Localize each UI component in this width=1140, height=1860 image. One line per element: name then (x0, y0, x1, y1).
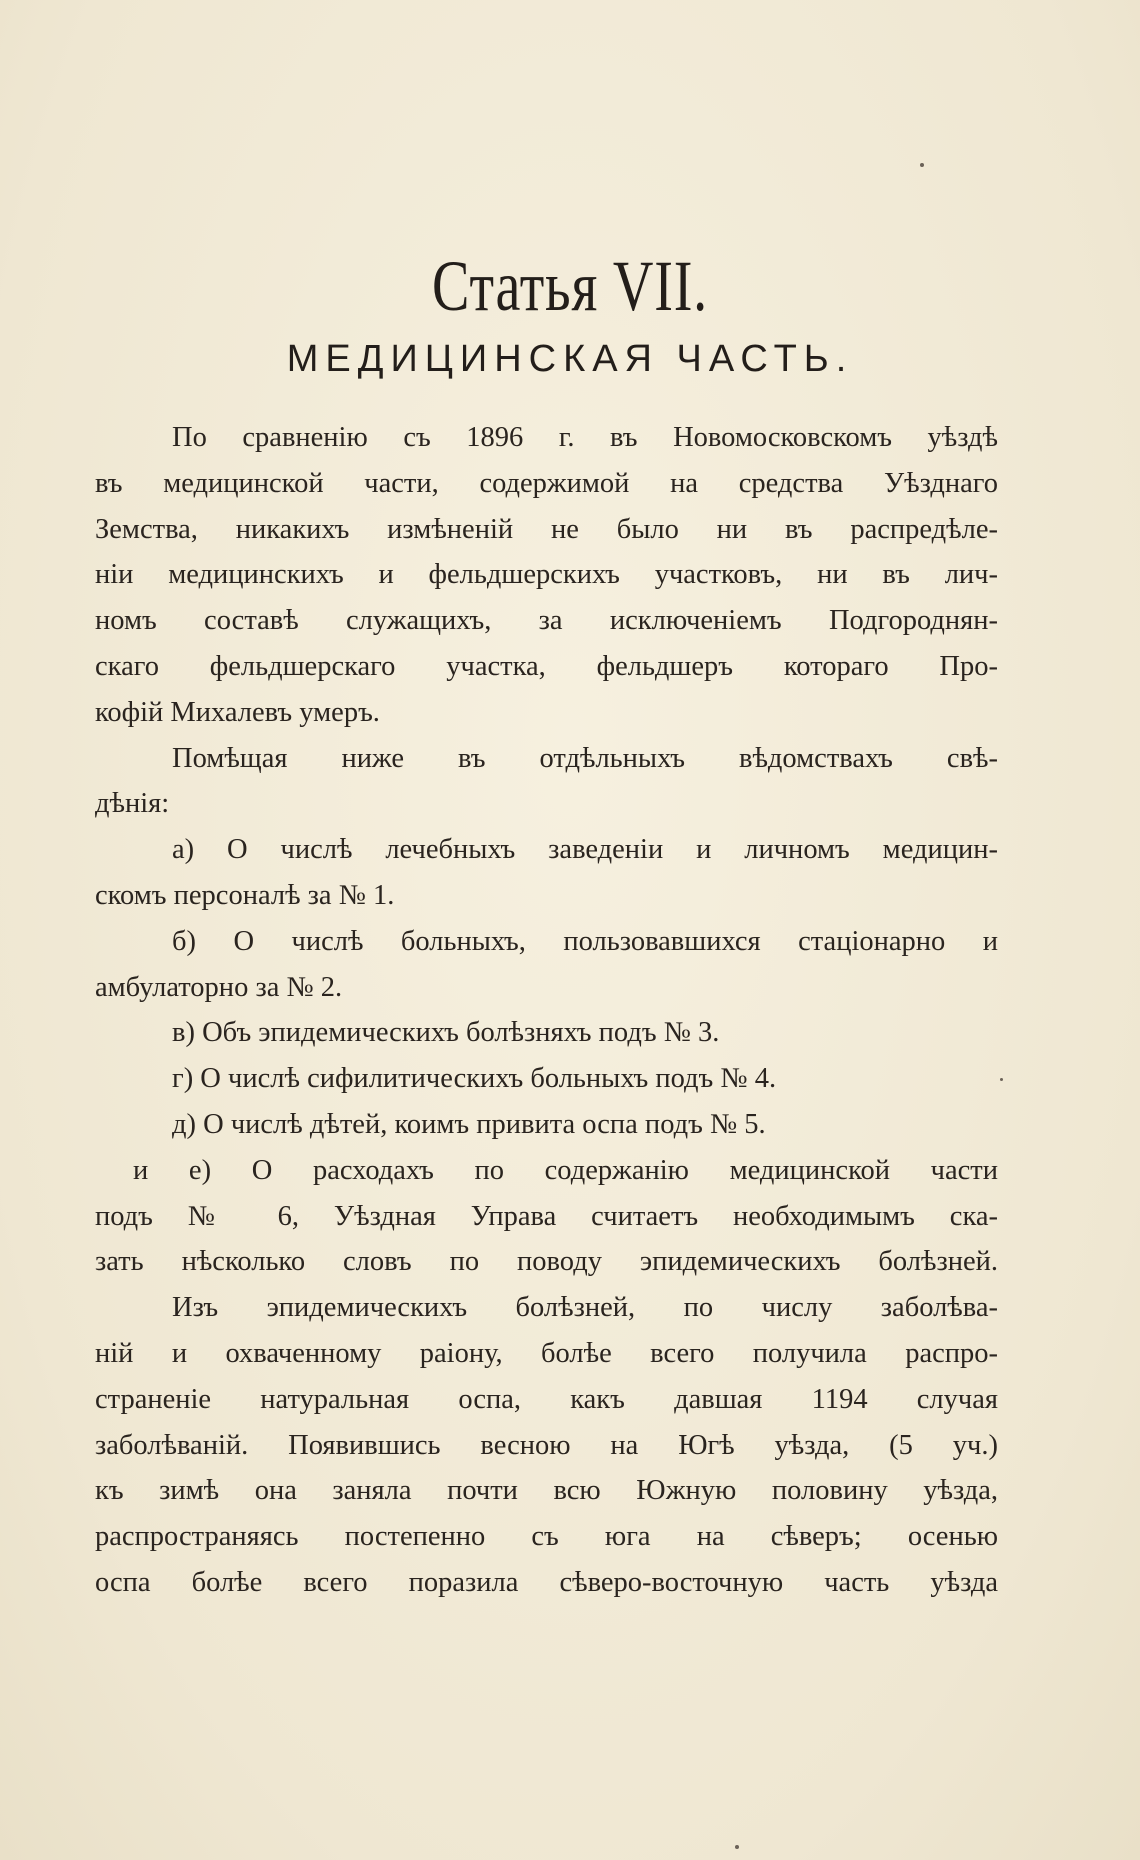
section-subtitle: МЕДИЦИНСКАЯ ЧАСТЬ. (286, 338, 854, 380)
text-line: в) Объ эпидемическихъ болѣзняхъ подъ № 3. (172, 1017, 720, 1049)
text-line: въ медицинской части, содержимой на средства Уѣзднаго (95, 467, 998, 499)
text-line: нiи медицинскихъ и фельдшерскихъ участковъ, ни въ лич- (95, 559, 998, 591)
text-line: нiй и охваченному раiону, болѣе всего получила распро- (95, 1337, 998, 1369)
text-line: скаго фельдшерскаго участка, фельдшеръ котораго Про- (95, 650, 998, 682)
text-line: оспа болѣе всего поразила сѣверо-восточную часть уѣзда (95, 1566, 998, 1598)
text-line: заболѣванiй. Появившись весною на Югѣ уѣзда, (5 уч.) (95, 1429, 998, 1461)
text-line: и е) О расходахъ по содержанiю медицинской части (133, 1154, 998, 1186)
paper-speck (1000, 1078, 1003, 1081)
text-line: къ зимѣ она заняла почти всю Южную половину уѣзда, (95, 1475, 998, 1507)
text-line: д) О числѣ дѣтей, коимъ привита оспа подъ № 5. (172, 1108, 766, 1140)
text-line: номъ составѣ служащихъ, за исключенiемъ Подгороднян- (95, 605, 998, 637)
text-line: кофiй Михалевъ умеръ. (95, 696, 380, 728)
text-line: скомъ персоналѣ за № 1. (95, 879, 395, 911)
paper-speck (920, 163, 924, 167)
text-line: страненiе натуральная оспа, какъ давшая 1194 случая (95, 1383, 998, 1415)
text-line: дѣнiя: (95, 788, 170, 820)
text-line: амбулаторно за № 2. (95, 971, 343, 1003)
paper-speck (735, 1845, 739, 1849)
text-line: распространяясь постепенно съ юга на сѣверъ; осенью (95, 1521, 998, 1553)
text-line: подъ № 6, Уѣздная Управа считаетъ необходимымъ ска- (95, 1200, 998, 1232)
text-line: зать нѣсколько словъ по поводу эпидемическихъ болѣзней. (95, 1246, 998, 1278)
text-line: г) О числѣ сифилитическихъ больныхъ подъ № 4. (172, 1063, 777, 1095)
text-line: Изъ эпидемическихъ болѣзней, по числу заболѣва- (172, 1292, 998, 1324)
text-line: По сравненiю съ 1896 г. въ Новомосковскомъ уѣздѣ (172, 422, 998, 453)
text-line: а) О числѣ лечебныхъ заведенiи и личномъ медицин- (172, 834, 998, 866)
article-title: Статья VII. (431, 246, 709, 326)
text-line: Земства, никакихъ измѣненiй не было ни въ распредѣле- (95, 513, 998, 545)
text-line: б) О числѣ больныхъ, пользовавшихся стацiонарно и (172, 925, 998, 957)
text-line: Помѣщая ниже въ отдѣльныхъ вѣдомствахъ свѣ- (172, 742, 998, 774)
body-text (95, 415, 998, 1606)
